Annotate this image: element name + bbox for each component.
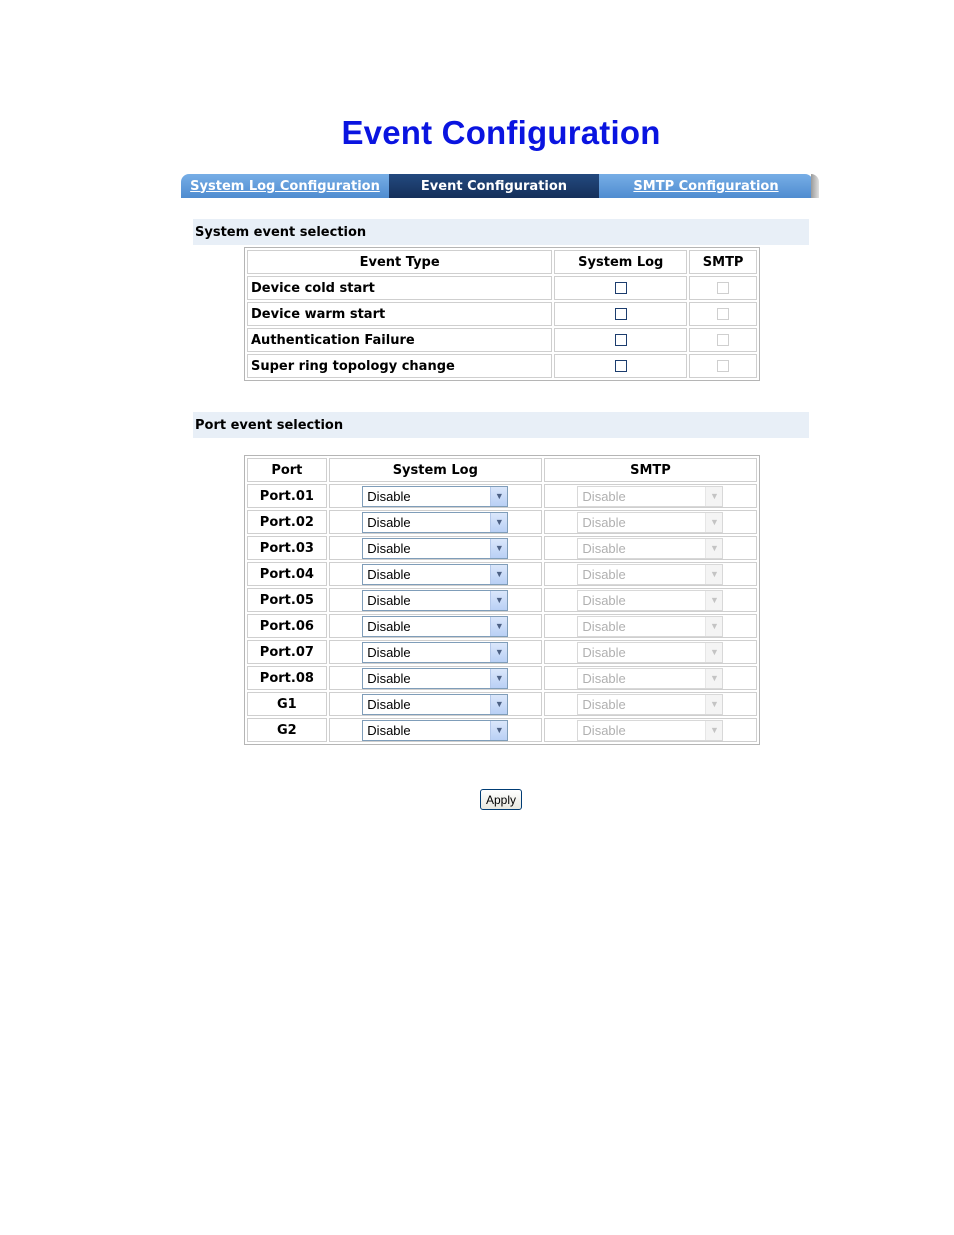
page-title: Event Configuration [341,114,661,151]
column-header-port: Port [247,458,327,482]
system-log-select[interactable] [362,512,508,533]
column-header-smtp: SMTP [689,250,757,274]
chevron-down-icon: ▼ [705,617,722,636]
port-name-cell: G1 [247,692,327,716]
system-log-select[interactable] [362,486,508,507]
tab-bar-edge [811,174,819,198]
chevron-down-icon[interactable]: ▼ [490,487,507,506]
system-log-cell [329,666,542,690]
smtp-cell [544,666,757,690]
system-log-checkbox[interactable] [615,308,627,320]
table-row [247,614,757,638]
table-header-row [247,250,757,274]
smtp-checkbox [717,308,729,320]
system-event-table [244,247,760,381]
chevron-down-icon[interactable]: ▼ [490,617,507,636]
chevron-down-icon: ▼ [705,695,722,714]
chevron-down-icon: ▼ [705,669,722,688]
select-value: Disable [367,618,411,634]
select-value: Disable [367,540,411,556]
chevron-down-icon[interactable]: ▼ [490,643,507,662]
chevron-down-icon[interactable]: ▼ [490,513,507,532]
select-value: Disable [582,566,626,582]
select-value: Disable [582,670,626,686]
smtp-select [577,694,723,715]
port-name-cell: Port.06 [247,614,327,638]
select-value: Disable [582,618,626,634]
tab-system-log-configuration[interactable] [181,174,389,198]
smtp-checkbox [717,360,729,372]
select-value: Disable [367,514,411,530]
column-header-system-log: System Log [329,458,542,482]
smtp-select [577,668,723,689]
port-name-cell: Port.03 [247,536,327,560]
table-row [247,354,757,378]
select-value: Disable [367,696,411,712]
smtp-cell [544,588,757,612]
select-value: Disable [582,514,626,530]
chevron-down-icon[interactable]: ▼ [490,539,507,558]
table-row [247,718,757,742]
system-log-cell [329,692,542,716]
port-name-cell: Port.05 [247,588,327,612]
system-log-cell [329,614,542,638]
chevron-down-icon: ▼ [705,643,722,662]
system-log-cell [329,718,542,742]
table-row [247,588,757,612]
system-log-select[interactable] [362,564,508,585]
system-log-select[interactable] [362,538,508,559]
smtp-select [577,564,723,585]
table-row [247,276,757,300]
smtp-select [577,642,723,663]
chevron-down-icon[interactable]: ▼ [490,565,507,584]
table-header-row [247,458,757,482]
smtp-cell [689,328,757,352]
tab-label: Event Configuration [420,178,568,194]
smtp-cell [544,640,757,664]
system-log-cell [554,276,687,300]
system-log-select[interactable] [362,668,508,689]
chevron-down-icon: ▼ [705,487,722,506]
select-value: Disable [582,644,626,660]
system-log-checkbox[interactable] [615,282,627,294]
chevron-down-icon[interactable]: ▼ [490,721,507,740]
system-log-checkbox[interactable] [615,360,627,372]
chevron-down-icon: ▼ [705,591,722,610]
smtp-cell [544,614,757,638]
select-value: Disable [582,592,626,608]
select-value: Disable [582,488,626,504]
event-type-cell: Device warm start [247,302,552,326]
system-log-select[interactable] [362,642,508,663]
smtp-cell [689,302,757,326]
chevron-down-icon: ▼ [705,539,722,558]
smtp-cell [544,510,757,534]
table-row [247,510,757,534]
select-value: Disable [367,722,411,738]
column-header-smtp: SMTP [544,458,757,482]
system-log-cell [329,588,542,612]
chevron-down-icon[interactable]: ▼ [490,669,507,688]
smtp-select [577,512,723,533]
port-name-cell: Port.04 [247,562,327,586]
port-name-cell: Port.02 [247,510,327,534]
column-header-system-log: System Log [554,250,687,274]
select-value: Disable [367,488,411,504]
chevron-down-icon[interactable]: ▼ [490,695,507,714]
tab-label[interactable]: SMTP Configuration [633,178,779,194]
table-row [247,328,757,352]
table-row [247,666,757,690]
system-log-select[interactable] [362,720,508,741]
select-value: Disable [367,592,411,608]
system-event-section-header: System event selection [193,219,809,245]
system-log-cell [554,328,687,352]
table-row [247,302,757,326]
system-log-select[interactable] [362,590,508,611]
port-name-cell: Port.01 [247,484,327,508]
table-row [247,562,757,586]
port-name-cell: G2 [247,718,327,742]
smtp-cell [689,354,757,378]
system-log-cell [329,640,542,664]
tab-label[interactable]: System Log Configuration [190,178,380,194]
smtp-select [577,616,723,637]
port-event-table [244,455,760,745]
smtp-cell [689,276,757,300]
port-name-cell: Port.07 [247,640,327,664]
smtp-checkbox [717,334,729,346]
system-log-cell [329,510,542,534]
event-type-cell: Super ring topology change [247,354,552,378]
smtp-cell [544,484,757,508]
smtp-cell [544,536,757,560]
system-log-cell [554,302,687,326]
system-log-cell [329,536,542,560]
select-value: Disable [582,540,626,556]
tab-smtp-configuration[interactable] [599,174,813,198]
smtp-select [577,720,723,741]
tab-bar [181,174,819,199]
chevron-down-icon: ▼ [705,513,722,532]
table-row [247,692,757,716]
table-row [247,640,757,664]
smtp-cell [544,562,757,586]
event-type-cell: Authentication Failure [247,328,552,352]
apply-button[interactable]: Apply [480,789,522,810]
column-header-event-type: Event Type [247,250,552,274]
smtp-select [577,538,723,559]
select-value: Disable [367,566,411,582]
system-log-checkbox[interactable] [615,334,627,346]
select-value: Disable [582,696,626,712]
event-type-cell: Device cold start [247,276,552,300]
smtp-cell [544,692,757,716]
table-row [247,484,757,508]
smtp-cell [544,718,757,742]
select-value: Disable [367,670,411,686]
chevron-down-icon: ▼ [705,721,722,740]
port-name-cell: Port.08 [247,666,327,690]
system-log-cell [329,484,542,508]
table-row [247,536,757,560]
select-value: Disable [582,722,626,738]
tab-event-configuration[interactable] [389,174,599,198]
system-log-cell [554,354,687,378]
system-log-select[interactable] [362,694,508,715]
smtp-select [577,590,723,611]
smtp-select [577,486,723,507]
chevron-down-icon: ▼ [705,565,722,584]
system-log-cell [329,562,542,586]
chevron-down-icon[interactable]: ▼ [490,591,507,610]
select-value: Disable [367,644,411,660]
smtp-checkbox [717,282,729,294]
system-log-select[interactable] [362,616,508,637]
port-event-section-header: Port event selection [193,412,809,438]
